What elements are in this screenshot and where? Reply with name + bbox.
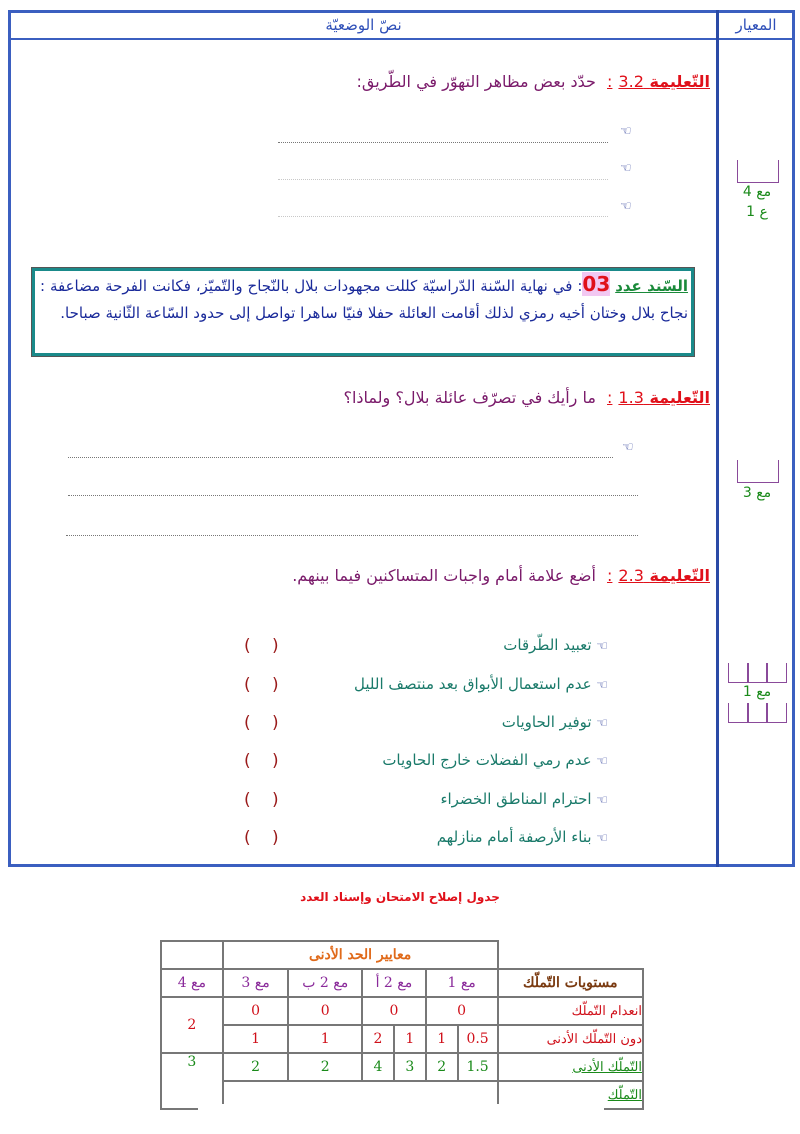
instruction-3-2: التّعليمة 3.2: حدّد بعض مظاهر التهوّر في الطّريق: [356, 72, 710, 91]
option-6: ☜ بناء الأرصفة أمام منازلهم [436, 828, 608, 846]
criterion-label: مع 4 [742, 184, 772, 200]
answer-line-1[interactable] [68, 457, 613, 458]
score-cell[interactable] [747, 663, 768, 683]
answer-line-3[interactable] [278, 216, 608, 217]
table-cell: 4 [362, 1053, 394, 1081]
cropped-area [198, 1104, 604, 1134]
table-cell: 2 [161, 997, 223, 1053]
answer-line-3[interactable] [66, 535, 638, 536]
situation-text-header: نصّ الوضعيّة [325, 16, 402, 34]
column-header: مع 1 [426, 969, 498, 997]
pointing-hand-icon: ☜ [596, 831, 608, 846]
instruction-label: التّعليمة 1.3 [618, 388, 710, 407]
score-cell[interactable] [766, 703, 787, 723]
column-header: مع 4 [161, 969, 223, 997]
table-cell: 2 [426, 1053, 458, 1081]
table-cell: 3 [161, 1053, 223, 1109]
option-2: ☜ عدم استعمال الأبواق بعد منتصف الليل [354, 675, 608, 693]
score-cell[interactable] [728, 703, 749, 723]
score-box[interactable] [737, 460, 779, 483]
criterion-sub-label: ع 1 [746, 204, 768, 220]
checkbox-1[interactable]: ( ) [244, 636, 287, 656]
empty-cell [498, 941, 643, 969]
instruction-label: التّعليمة 2.3 [618, 566, 710, 585]
level-label: التّملّك الأدنى [498, 1053, 643, 1081]
column-header: مع 2 ب [288, 969, 362, 997]
score-cell[interactable] [766, 663, 787, 683]
checkbox-3[interactable]: ( ) [244, 713, 287, 733]
instruction-text: أضع علامة أمام واجبات المتساكنين فيما بينهم. [292, 566, 596, 585]
header-divider [8, 38, 795, 40]
instruction-text: حدّد بعض مظاهر التهوّر في الطّريق: [356, 72, 596, 91]
grading-table [160, 940, 644, 1110]
pointing-hand-icon: ☜ [596, 793, 608, 808]
table-cell: 1.5 [458, 1053, 498, 1081]
table-cell: 0.5 [458, 1025, 498, 1053]
criteria-header: المعيار [735, 16, 777, 34]
instruction-2-3: التّعليمة 2.3: أضع علامة أمام واجبات المتساكنين فيما بينهم. [292, 566, 710, 585]
levels-header: مستويات التّملّك [498, 969, 643, 997]
pointing-hand-icon: ☜ [622, 440, 634, 455]
pointing-hand-icon: ☜ [596, 639, 608, 654]
min-criteria-header: معايير الحد الأدنى [223, 941, 498, 969]
pointing-hand-icon: ☜ [596, 716, 608, 731]
pointing-hand-icon: ☜ [596, 754, 608, 769]
document-03-text: السّند عدد 03: في نهاية السّنة الدّراسيّة كللت مجهودات بلال بالنّجاح والتّميّز، فكانت الفرحة مضاعفة : نجاح بلال وختان أخيه رمزي لذلك أقامت العائلة حفلا فنيّا ساهرا تواصل إلى حدود السّاعة الثّانية صباحا. [40, 272, 689, 322]
option-1: ☜ تعبيد الطّرقات [503, 636, 608, 654]
checkbox-6[interactable]: ( ) [244, 828, 287, 848]
level-label: انعدام التّملّك [498, 997, 643, 1025]
criterion-label: مع 1 [742, 684, 772, 700]
table-cell: 2 [362, 1025, 394, 1053]
table-cell: 1 [288, 1025, 362, 1053]
score-cell[interactable] [747, 703, 768, 723]
answer-line-1[interactable] [278, 142, 608, 143]
score-box[interactable] [737, 160, 779, 183]
column-header: مع 3 [223, 969, 289, 997]
instruction-1-3: التّعليمة 1.3: ما رأيك في تصرّف عائلة بلال؟ ولماذا؟ [343, 388, 710, 407]
option-5: ☜ احترام المناطق الخضراء [440, 790, 608, 808]
checkbox-2[interactable]: ( ) [244, 675, 287, 695]
table-cell: 2 [288, 1053, 362, 1081]
score-boxes-bottom[interactable] [728, 703, 788, 723]
answer-line-2[interactable] [68, 495, 638, 496]
instruction-text: ما رأيك في تصرّف عائلة بلال؟ ولماذا؟ [343, 388, 596, 407]
checkbox-5[interactable]: ( ) [244, 790, 287, 810]
table-cell: 0 [288, 997, 362, 1025]
pointing-hand-icon: ☜ [596, 678, 608, 693]
table-cell: 0 [426, 997, 498, 1025]
option-3: ☜ توفير الحاويات [501, 713, 608, 731]
table-cell: 3 [394, 1053, 426, 1081]
checkbox-4[interactable]: ( ) [244, 751, 287, 771]
empty-cell [161, 941, 223, 969]
criterion-label: مع 3 [742, 485, 772, 501]
level-label: التّملّك [498, 1081, 643, 1109]
table-cell: 2 [223, 1053, 289, 1081]
answer-line-2[interactable] [278, 179, 608, 180]
level-label: دون التّملّك الأدنى [498, 1025, 643, 1053]
score-cell[interactable] [728, 663, 749, 683]
situation-frame [8, 10, 795, 867]
pointing-hand-icon: ☜ [620, 161, 632, 176]
option-4: ☜ عدم رمي الفضلات خارج الحاويات [382, 751, 608, 769]
table-cell: 1 [394, 1025, 426, 1053]
grading-table-title: جدول إصلاح الامتحان وإسناد العدد [300, 890, 500, 904]
table-cell: 0 [362, 997, 426, 1025]
instruction-label: التّعليمة 3.2 [618, 72, 710, 91]
table-cell: 1 [426, 1025, 458, 1053]
score-boxes-top[interactable] [728, 663, 788, 683]
pointing-hand-icon: ☜ [620, 199, 632, 214]
criteria-column-divider [716, 10, 719, 867]
table-cell: 0 [223, 997, 289, 1025]
pointing-hand-icon: ☜ [620, 124, 632, 139]
column-header: مع 2 أ [362, 969, 426, 997]
table-cell: 1 [223, 1025, 289, 1053]
